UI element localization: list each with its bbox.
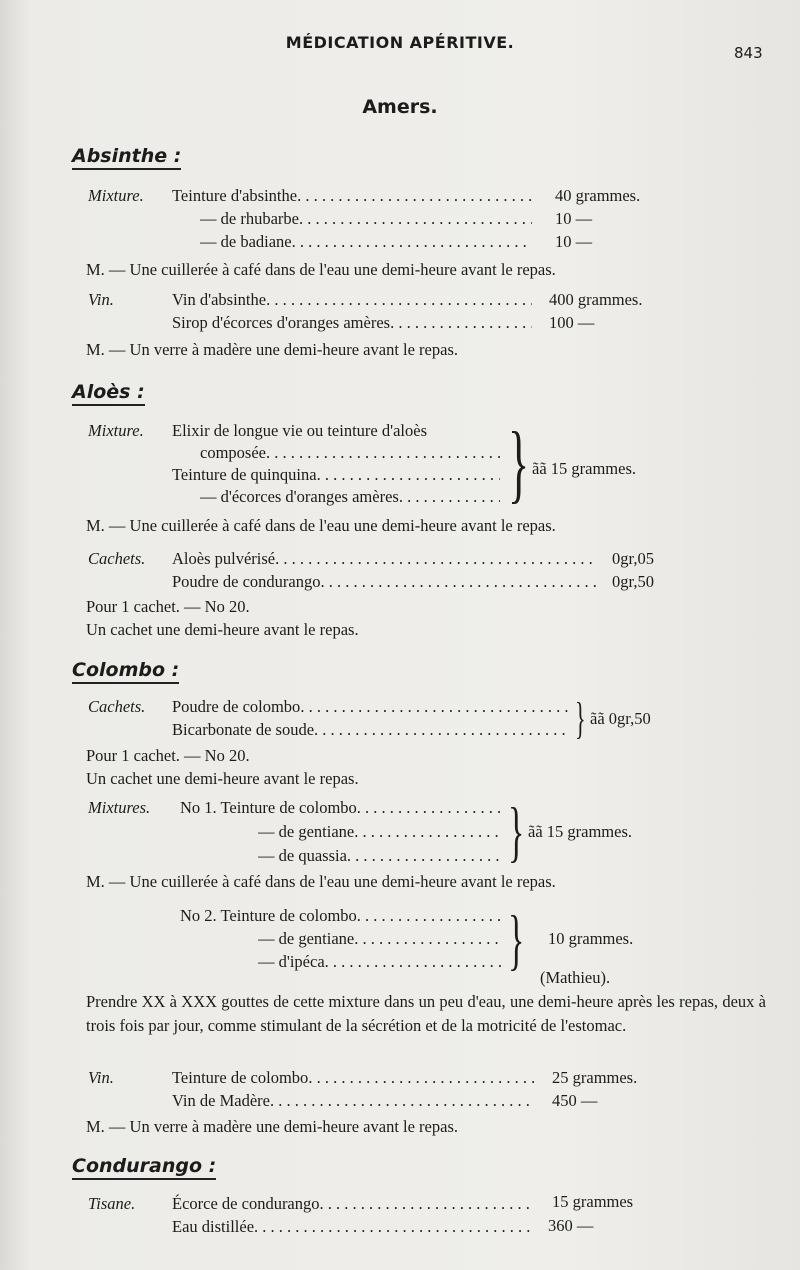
aloes-mixture-note: M. — Une cuillerée à café dans de l'eau une demi-heure avant le repas. [86,516,556,535]
brace-symbol: } [508,415,530,512]
heading-condurango: Condurango : [72,1155,216,1180]
colombo-m1-line: — de gentiane . . . [258,822,502,842]
absinthe-mixture-item: Teinture d'absinthe . . . [172,186,532,206]
brace-symbol: } [508,901,525,977]
aloes-cachets-label: Cachets. [88,549,146,568]
colombo-m1-line: — de quassia . . . [258,846,502,866]
absinthe-mixture-qty: 10 — [555,232,593,251]
aloes-cachets-qty: 0gr,05 [612,549,654,568]
colombo-cachets-item: Poudre de colombo . . . [172,697,568,717]
aloes-cachets-qty: 0gr,50 [612,572,654,591]
colombo-m1-line: No 1. Teinture de colombo . . . [180,798,502,818]
colombo-cachets-label: Cachets. [88,697,146,716]
aloes-mixture-qty: ãã 15 grammes. [532,459,637,478]
colombo-vin-label: Vin. [88,1068,114,1087]
absinthe-mixture-item: — de rhubarbe . . . [200,209,532,229]
colombo-vin-qty: 450 — [552,1091,598,1110]
condurango-tisane-label: Tisane. [88,1194,136,1213]
absinthe-vin-item: Sirop d'écorces d'oranges amères . . . [172,313,532,333]
brace-symbol: } [508,793,525,869]
aloes-mixture-label: Mixture. [88,421,144,440]
heading-absinthe: Absinthe : [72,145,181,170]
brace-symbol: } [575,694,586,743]
condurango-tisane-item: Eau distillée . . . [172,1217,534,1237]
colombo-cachets-item: Bicarbonate de soude . . . [172,720,568,740]
colombo-vin-item: Vin de Madère . . . [172,1091,534,1111]
colombo-m2-line: — de gentiane . . . [258,929,502,949]
aloes-note: Un cachet une demi-heure avant le repas. [86,620,359,639]
aloes-cachets-item: Aloès pulvérisé . . . [172,549,598,569]
colombo-vin-qty: 25 grammes. [552,1068,638,1087]
colombo-m2-author: (Mathieu). [540,968,611,987]
colombo-m1-qty: ãã 15 grammes. [528,822,633,841]
absinthe-vin-label: Vin. [88,290,114,309]
absinthe-mixture-label: Mixture. [88,186,144,205]
absinthe-mixture-qty: 40 grammes. [555,186,641,205]
aloes-pour: Pour 1 cachet. — No 20. [86,597,250,616]
aloes-mixture-line: Teinture de quinquina . . . [172,465,500,485]
aloes-mixture-line: Elixir de longue vie ou teinture d'aloès [172,421,427,440]
running-title: MÉDICATION APÉRITIVE. [285,33,515,52]
aloes-mixture-line: composée . . . [200,443,500,463]
colombo-note: Un cachet une demi-heure avant le repas. [86,769,359,788]
condurango-tisane-qty: 15 grammes [552,1192,634,1211]
colombo-cachets-qty: ãã 0gr,50 [590,709,651,728]
section-title: Amers. [362,96,438,118]
aloes-cachets-item: Poudre de condurango . . . [172,572,598,592]
absinthe-vin-item: Vin d'absinthe . . . [172,290,532,310]
colombo-m1-note: M. — Une cuillerée à café dans de l'eau une demi-heure avant le repas. [86,872,556,891]
absinthe-vin-note: M. — Un verre à madère une demi-heure avant le repas. [86,340,458,359]
absinthe-vin-qty: 400 grammes. [549,290,643,309]
colombo-vin-item: Teinture de colombo . . . [172,1068,534,1088]
heading-colombo: Colombo : [72,659,179,684]
colombo-m2-qty: 10 grammes. [548,929,634,948]
absinthe-mixture-note: M. — Une cuillerée à café dans de l'eau une demi-heure avant le repas. [86,260,556,279]
colombo-vin-note: M. — Un verre à madère une demi-heure avant le repas. [86,1117,458,1136]
colombo-m2-line: — d'ipéca . . . [258,952,502,972]
colombo-mixtures-label: Mixtures. [88,798,151,817]
colombo-m2-line: No 2. Teinture de colombo . . . [180,906,502,926]
absinthe-mixture-qty: 10 — [555,209,593,228]
page-number: 843 [734,44,763,62]
colombo-pour: Pour 1 cachet. — No 20. [86,746,250,765]
absinthe-vin-qty: 100 — [549,313,595,332]
condurango-tisane-qty: 360 — [548,1216,594,1235]
aloes-mixture-line: — d'écorces d'oranges amères . . . [200,487,500,507]
heading-aloes: Aloès : [72,381,145,406]
condurango-tisane-item: Écorce de condurango . . . [172,1194,534,1214]
absinthe-mixture-item: — de badiane . . . [200,232,532,252]
colombo-m2-note: Prendre XX à XXX gouttes de cette mixture dans un peu d'eau, une demi-heure après les repas, deux à trois fois par jour, comme stimulant de la sécrétion et de la motricité de l'estomac. [86,992,766,1035]
